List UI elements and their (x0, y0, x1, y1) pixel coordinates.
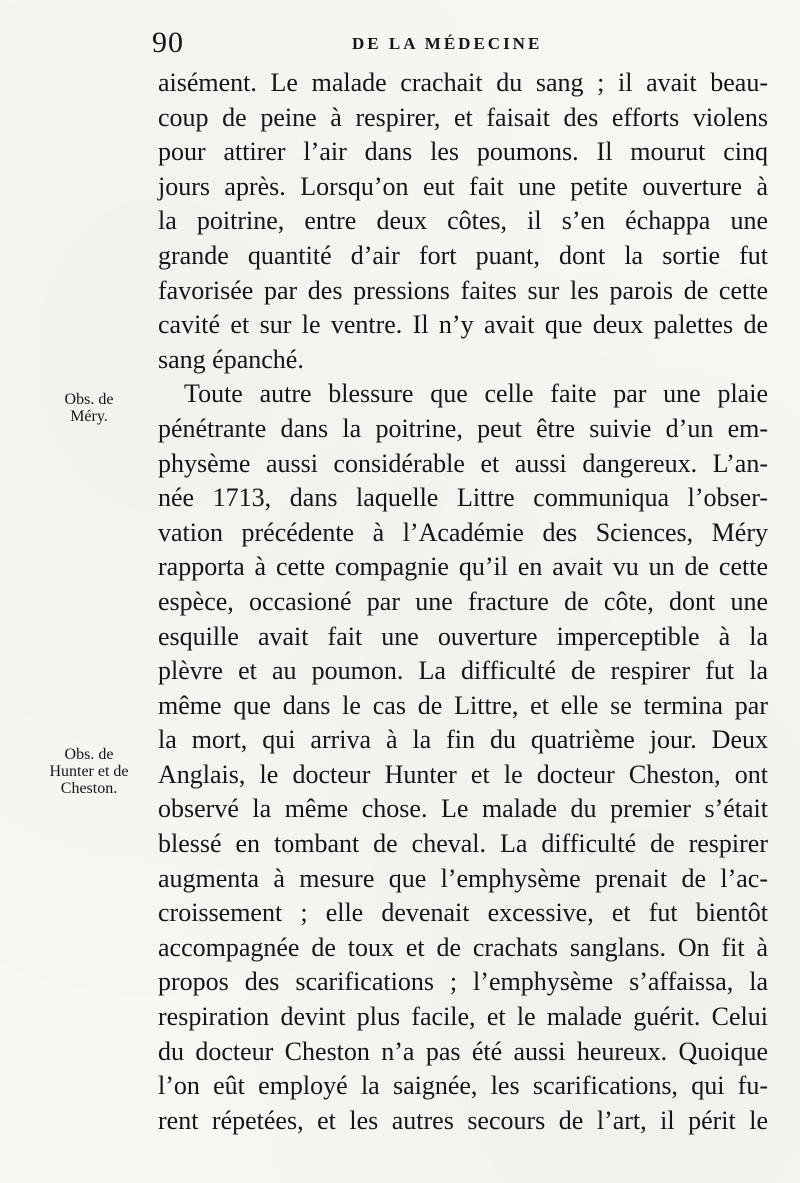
text-line: rent répetées, et les autres secours de l’art, il périt le (158, 1105, 768, 1135)
margin-note-hunter-cheston (44, 746, 134, 797)
text-line: la poitrine, entre deux côtes, il s’en échappa une (158, 206, 768, 236)
margin-note-line: Cheston. (60, 780, 118, 797)
text-line: physème aussi considérable et aussi dangereux. L’an- (158, 448, 768, 478)
text-line: esquille avait fait une ouverture imperceptible à la (158, 621, 768, 651)
text-line: accompagnée de toux et de crachats sanglans. On fit à (158, 932, 768, 962)
text-line: du docteur Cheston n’a pas été aussi heureux. Quoique (158, 1036, 768, 1066)
text-line: née 1713, dans laquelle Littre communiqua l’obser- (158, 483, 768, 513)
text-line: cavité et sur le ventre. Il n’y avait que deux palettes de (158, 310, 768, 340)
text-line: la mort, qui arriva à la fin du quatrième jour. Deux (158, 725, 768, 755)
text-line: propos des scarifications ; l’emphysème s’affaissa, la (158, 967, 768, 997)
text-line: augmenta à mesure que l’emphysème prenait de l’ac- (158, 863, 768, 893)
text-line: rapporta à cette compagnie qu’il en avait vu un de cette (158, 552, 768, 582)
text-line: Toute autre blessure que celle faite par une plaie (184, 379, 768, 409)
margin-note-line: Obs. de (64, 746, 114, 763)
running-title: DE LA MÉDECINE (352, 34, 543, 53)
text-line: favorisée par des pressions faites sur les parois de cette (158, 275, 768, 305)
margin-note-mery (44, 391, 134, 425)
text-line: sang épanché. (158, 344, 304, 374)
text-line: croissement ; elle devenait excessive, et fut bientôt (158, 898, 768, 928)
text-line: coup de peine à respirer, et faisait des efforts violens (158, 102, 768, 132)
text-line: l’on eût employé la saignée, les scarifications, qui fu- (158, 1071, 768, 1101)
text-line: vation précédente à l’Académie des Sciences, Méry (158, 517, 768, 547)
margin-note-line: Obs. de (64, 391, 114, 408)
text-line: aisément. Le malade crachait du sang ; il avait beau- (158, 68, 768, 97)
text-line: pénétrante dans la poitrine, peut être suivie d’un em- (158, 413, 768, 443)
text-line: même que dans le cas de Littre, et elle se termina par (158, 690, 768, 720)
text-line: espèce, occasioné par une fracture de côte, dont une (158, 586, 768, 616)
margin-note-line: Hunter et de (49, 763, 129, 780)
margin-note-line: Méry. (70, 408, 108, 425)
text-line: blessé en tombant de cheval. La difficulté de respirer (158, 829, 768, 859)
body-text (158, 66, 768, 1138)
text-line: pour attirer l’air dans les poumons. Il mourut cinq (158, 137, 768, 167)
text-line: Anglais, le docteur Hunter et le docteur Cheston, ont (158, 759, 768, 789)
text-line: plèvre et au poumon. La difficulté de respirer fut la (158, 656, 768, 686)
text-line: observé la même chose. Le malade du premier s’était (158, 794, 768, 824)
text-line: grande quantité d’air fort puant, dont la sortie fut (158, 240, 768, 270)
text-line: jours après. Lorsqu’on eut fait une petite ouverture à (158, 171, 768, 201)
page-number: 90 (152, 26, 184, 59)
text-line: respiration devint plus facile, et le malade guérit. Celui (158, 1002, 768, 1032)
